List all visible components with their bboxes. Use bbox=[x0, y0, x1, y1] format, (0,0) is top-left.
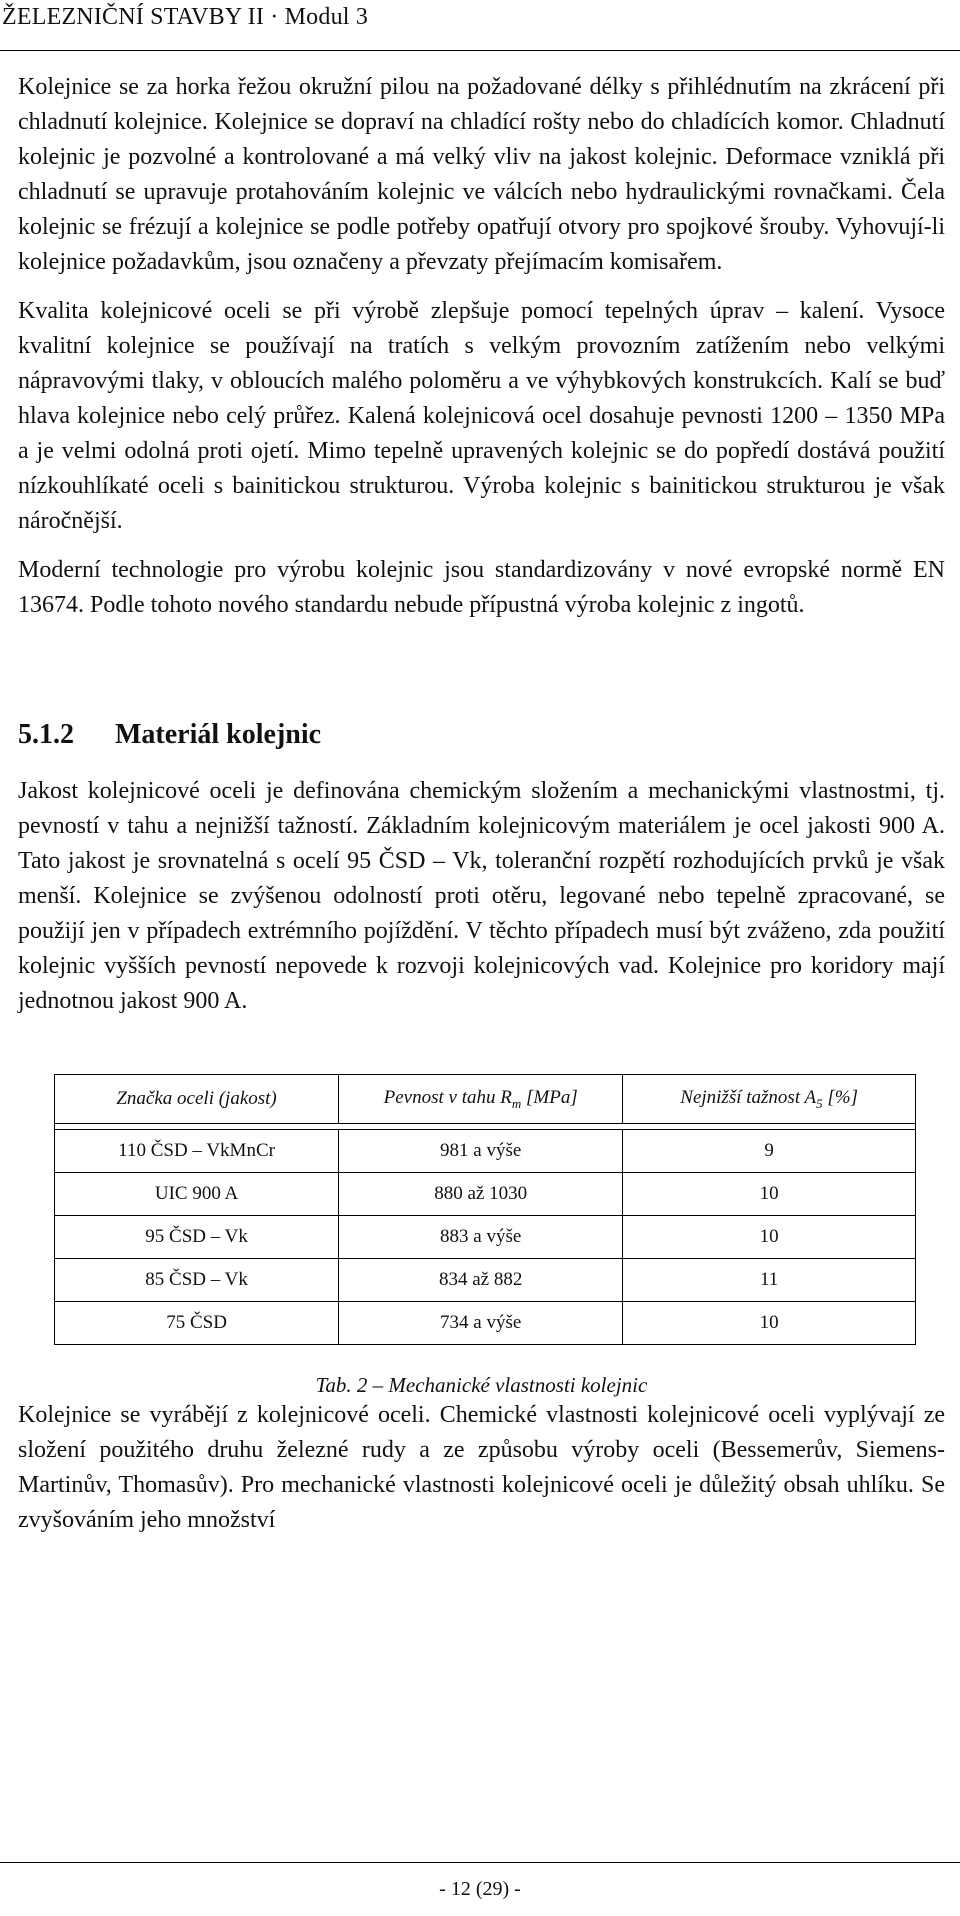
section-heading bbox=[18, 718, 945, 774]
cell-elongation: 10 bbox=[623, 1173, 916, 1216]
paragraph-rail-material: Jakost kolejnicové oceli je definována chemickým složením a mechanickými vlastnostmi, tj. pevností v tahu a nejnižší tažností. Základním kolejnicovým materiálem je ocel jakosti 900 A. Tato jakost je srovnatelná s ocelí 95 ČSD – Vk, toleranční rozpětí rozhodujících prvků je však menší. Kolejnice se zvýšenou odolností proti otěru, legované nebo tepelně zpracované, se použijí jen v případech extrémního pojíždění. V těchto případech musí být zváženo, zda použití kolejnic vyšších pevností nepovede k rozvoji kolejnicových vad. Kolejnice pro koridory mají jednotnou jakost 900 A. bbox=[18, 778, 945, 1014]
section-title: Materiál kolejnic bbox=[115, 719, 322, 750]
cell-elongation: 10 bbox=[623, 1216, 916, 1259]
cell-steel: UIC 900 A bbox=[55, 1173, 339, 1216]
section-number: 5.1.2 bbox=[18, 719, 74, 750]
cell-elongation: 11 bbox=[623, 1259, 916, 1302]
table-row bbox=[55, 1259, 916, 1302]
paragraph-chemical-properties: Kolejnice se vyrábějí z kolejnicové oceli. Chemické vlastnosti kolejnicové oceli vyplývají ze složení použitého druhu železné rudy a ze způsobu výroby oceli (Bessemerův, Siemens-Martinův, Thomasův). Pro mechanické vlastnosti kolejnicové oceli je důležitý obsah uhlíku. Se zvyšováním jeho množství bbox=[18, 1402, 945, 1533]
cell-steel: 85 ČSD – Vk bbox=[55, 1259, 339, 1302]
page-content bbox=[18, 70, 945, 1538]
cell-elongation: 10 bbox=[623, 1302, 916, 1345]
cell-steel: 110 ČSD – VkMnCr bbox=[55, 1130, 339, 1173]
table-row bbox=[55, 1302, 916, 1345]
paragraph-rail-cutting: Kolejnice se za horka řežou okružní pilou na požadované délky s přihlédnutím na zkrácení při chladnutí kolejnice. Kolejnice se dopraví na chladící rošty nebo do chladících komor. Chladnutí kolejnic je pozvolné a kontrolované a má velký vliv na jakost kolejnic. Deformace vzniklá při chladnutí se upravuje protahováním kolejnic ve válcích nebo hydraulickými rovnačkami. Čela kolejnic se frézují a kolejnice se podle potřeby opatřují otvory pro spojkové šrouby. Vyhovují-li kolejnice požadavkům, jsou označeny a převzaty přejímacím komisařem. bbox=[18, 74, 945, 275]
cell-strength: 981 a výše bbox=[339, 1130, 623, 1173]
page-footer bbox=[0, 1862, 960, 1916]
cell-steel: 95 ČSD – Vk bbox=[55, 1216, 339, 1259]
paragraph-modern-technology: Moderní technologie pro výrobu kolejnic jsou standardizovány v nové evropské normě EN 13674. Podle tohoto nového standardu nebude přípustná výroba kolejnic z ingotů. bbox=[18, 557, 945, 618]
page-header bbox=[0, 0, 960, 51]
table-row bbox=[55, 1216, 916, 1259]
cell-strength: 883 a výše bbox=[339, 1216, 623, 1259]
cell-strength: 834 až 882 bbox=[339, 1259, 623, 1302]
table-row bbox=[55, 1173, 916, 1216]
page-number: - 12 (29) - bbox=[439, 1878, 521, 1900]
cell-steel: 75 ČSD bbox=[55, 1302, 339, 1345]
header-tensile-strength: Pevnost v tahu $R_m$ [MPa] bbox=[339, 1075, 623, 1124]
mechanical-properties-table bbox=[54, 1074, 916, 1345]
header-elongation: Nejnižší tažnost $A_5$ [%] bbox=[623, 1075, 916, 1124]
table-row bbox=[55, 1130, 916, 1173]
cell-strength: 734 a výše bbox=[339, 1302, 623, 1345]
cell-elongation: 9 bbox=[623, 1130, 916, 1173]
table-header-row bbox=[55, 1075, 916, 1124]
cell-strength: 880 až 1030 bbox=[339, 1173, 623, 1216]
header-title: ŽELEZNIČNÍ STAVBY II · Modul 3 bbox=[2, 4, 369, 30]
table-caption: Tab. 2 – Mechanické vlastnosti kolejnic bbox=[315, 1373, 648, 1397]
header-steel-grade: Značka oceli (jakost) bbox=[55, 1075, 339, 1124]
table-container bbox=[18, 1074, 945, 1345]
paragraph-heat-treatment: Kvalita kolejnicové oceli se při výrobě zlepšuje pomocí tepelných úprav – kalení. Vysoce kvalitní kolejnice se používají na tratích s velkým provozním zatížením nebo velkými nápravovými tlaky, v obloucích malého poloměru a ve výhybkových konstrukcích. Kalí se buď hlava kolejnice nebo celý průřez. Kalená kolejnicová ocel dosahuje pevnosti 1200 – 1350 MPa a je velmi odolná proti ojetí. Mimo tepelně upravených kolejnic se do popředí dostává použití nízkouhlíkaté oceli s bainitickou strukturou. Výroba kolejnic s bainitickou strukturou je však náročnější. bbox=[18, 298, 945, 534]
